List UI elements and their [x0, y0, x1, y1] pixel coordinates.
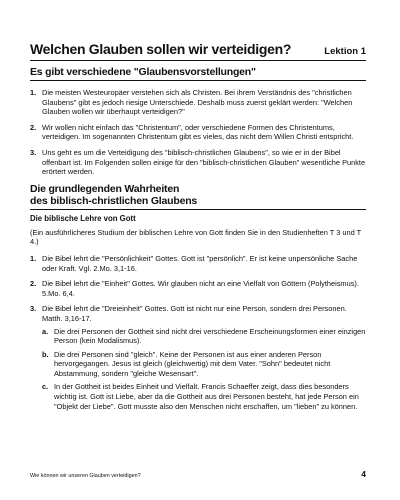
sub-list-item — [42, 350, 366, 379]
section2-list — [30, 254, 366, 411]
header-row — [30, 41, 366, 57]
section2-heading-line1: Die grundlegenden Wahrheiten — [30, 182, 180, 195]
list-item — [30, 254, 366, 273]
list-item — [30, 88, 366, 117]
section1-rule — [30, 80, 366, 81]
item-number: 1. — [30, 253, 37, 263]
list-item — [30, 148, 366, 177]
sub-item-text: In der Gottheit ist beides Einheit und Vielfalt. Francis Schaeffer zeigt, dass dies besonders wichtig ist. Gott ist Liebe, aber da die Gottheit aus drei Personen besteht, hat jede Person ein "Objekt der Liebe". Gott musste also den Menschen nicht erschaffen, um "lieben" zu können. — [54, 382, 359, 411]
sub-list-item — [42, 382, 366, 411]
intro-paragraph: (Ein ausführlicheres Studium der biblischen Lehre von Gott finden Sie in den Studienheften T 3 und T 4.) — [30, 227, 362, 247]
page-title: Welchen Glauben sollen wir verteidigen? — [30, 41, 292, 57]
subsection-heading: Die biblische Lehre von Gott — [30, 213, 136, 223]
footer-text: Wie können wir unseren Glauben verteidigen? — [30, 473, 141, 479]
list-item — [30, 123, 366, 142]
list-item — [30, 304, 366, 323]
sub-item-letter: a. — [42, 326, 49, 336]
section1-list — [30, 88, 366, 177]
document-page — [30, 41, 366, 415]
sub-list-item — [42, 327, 366, 346]
item-number: 1. — [30, 88, 37, 97]
section1-heading: Es gibt verschiedene "Glaubensvorstellungen" — [30, 66, 256, 78]
item-text: Die Bibel lehrt die "Persönlichkeit" Gottes. Gott ist "persönlich". Er ist keine unpersönliche Sache oder Kraft. Vgl. 2.Mo. 3,1-16. — [42, 253, 358, 273]
item-text: Die Bibel lehrt die "Dreieinheit" Gottes. Gott ist nicht nur eine Person, sondern drei Personen. Matth. 3,16-17. — [42, 304, 347, 323]
sub-item-text: Die drei Personen sind "gleich". Keine der Personen ist aus einer anderen Person hervorgegangen. Jesus ist gleich (gleichwertig) mit dem Vater. "Sohn" bedeutet nicht Abstammung, sondern "gleiche Wesensart". — [54, 349, 331, 378]
sub-item-letter: c. — [42, 382, 49, 392]
page-number: 4 — [361, 469, 366, 479]
item-text: Uns geht es um die Verteidigung des "biblisch-christlichen Glaubens", so wie er in der Bibel offenbart ist. Im Folgenden sollen einige für den "biblisch-christlichen Glauben" wesentliche Punkte erörtert werden. — [42, 147, 366, 177]
list-item — [30, 279, 366, 298]
item-number: 2. — [30, 279, 37, 289]
title-rule — [30, 60, 366, 61]
section2-heading — [30, 183, 366, 207]
item-number: 2. — [30, 122, 37, 132]
page-footer — [30, 469, 366, 479]
item-text: Die meisten Westeuropäer verstehen sich als Christen. Bei ihrem Verständnis des "christlichen Glaubens" gibt es jedoch riesige Unterschiede. Deshalb muss zuerst geklärt werden: "Welchen Glauben wollen wir überhaupt verteidigen?" — [42, 88, 353, 117]
sub-item-text: Die drei Personen der Gottheit sind nicht drei verschiedene Erscheinungsformen einer einzigen Person (kein Modalismus). — [54, 326, 366, 346]
item-number: 3. — [30, 304, 37, 314]
item-text: Wir wollen nicht einfach das "Christentum", oder verschiedene Formen des Christentums, verteidigen. Im sogenannten Christentum gibt es vieles, das nicht dem Willen Christi entspricht. — [42, 122, 354, 142]
item-number: 3. — [30, 147, 37, 157]
item-text: Die Bibel lehrt die "Einheit" Gottes. Wir glauben nicht an eine Vielfalt von Göttern (Polytheismus). 5.Mo. 6,4. — [42, 279, 359, 298]
sub-list — [42, 327, 366, 412]
sub-item-letter: b. — [42, 349, 49, 359]
section2-heading-line2: des biblisch-christlichen Glaubens — [30, 194, 198, 207]
section2-rule — [30, 209, 366, 210]
lesson-label: Lektion 1 — [324, 46, 366, 57]
